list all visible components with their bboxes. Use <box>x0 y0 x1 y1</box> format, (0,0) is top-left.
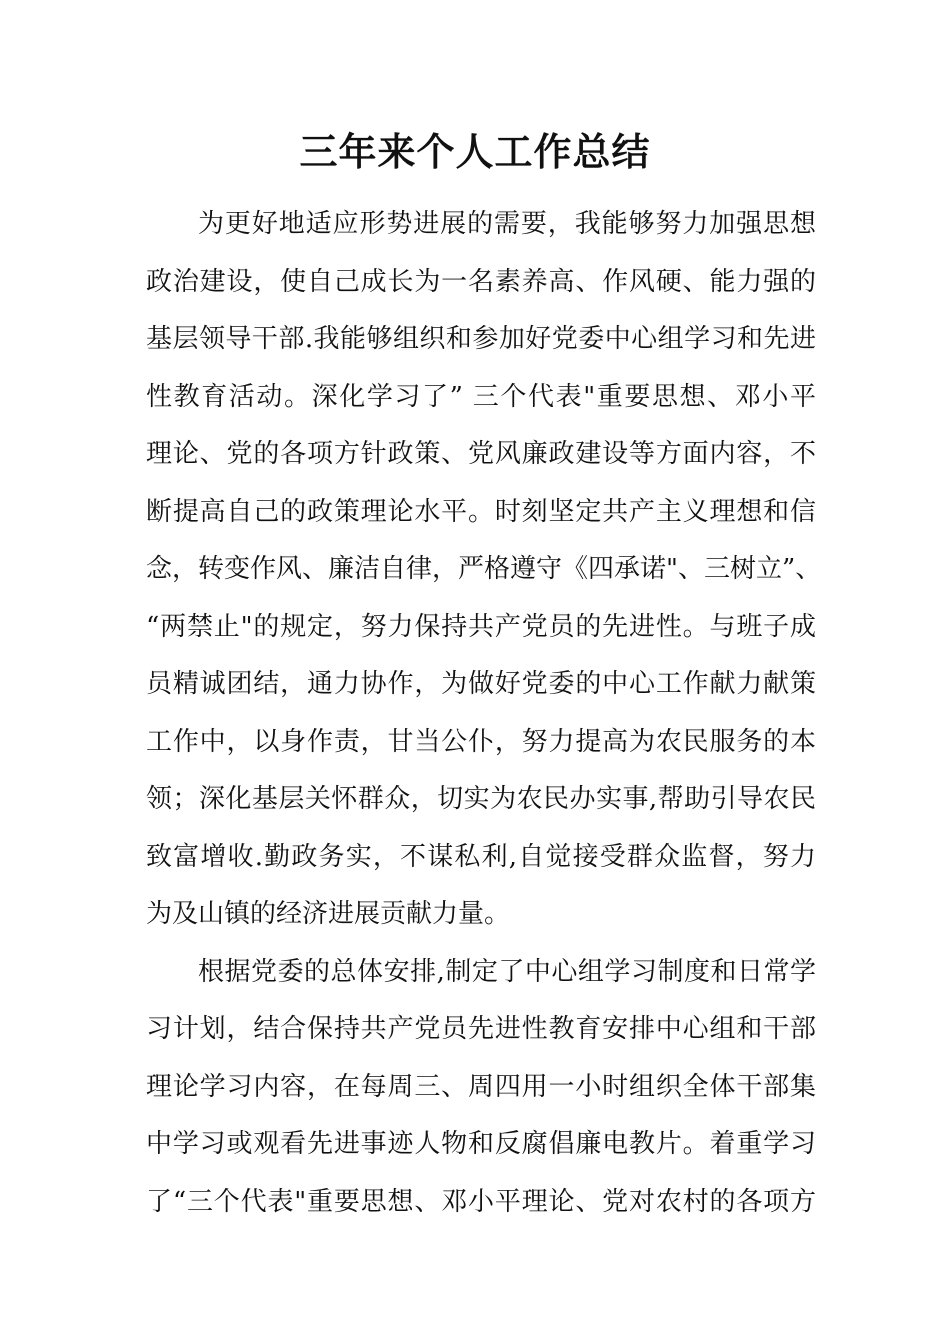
paragraph-line: 理论、党的各项方针政策、党风廉政建设等方面内容，不 <box>146 439 816 469</box>
paragraph-line: 员精诚团结，通力协作，为做好党委的中心工作献力献策 <box>146 669 816 699</box>
paragraph-2 <box>146 944 816 1232</box>
paragraph-line: 政治建设，使自己成长为一名素养高、作风硬、能力强的 <box>146 266 816 297</box>
document-title: 三年来个人工作总结 <box>299 129 651 174</box>
paragraph-line: 性教育活动。深化学习了” 三个代表"重要思想、邓小平 <box>146 381 816 412</box>
paragraph-line: 基层领导干部.我能够组织和参加好党委中心组学习和先进 <box>146 324 816 354</box>
paragraph-line: 工作中，以身作责，甘当公仆，努力提高为农民服务的本 <box>146 726 816 757</box>
paragraph-line: 为更好地适应形势进展的需要，我能够努力加强思想 <box>198 209 816 239</box>
paragraph-line: 念，转变作风、廉洁自律，严格遵守《四承诺"、三树立”、 <box>146 554 822 584</box>
paragraph-line: “两禁止"的规定，努力保持共产党员的先进性。与班子成 <box>146 611 816 642</box>
paragraph-1 <box>146 196 822 944</box>
paragraph-line: 致富增收.勤政务实，不谋私利,自觉接受群众监督，努力 <box>146 841 816 872</box>
paragraph-line: 为及山镇的经济进展贡献力量。 <box>146 899 511 929</box>
paragraph-line: 习计划，结合保持共产党员先进性教育安排中心组和干部 <box>146 1014 816 1044</box>
paragraph-line: 理论学习内容，在每周三、周四用一小时组织全体干部集 <box>146 1071 816 1102</box>
paragraph-line: 中学习或观看先进事迹人物和反腐倡廉电教片。着重学习 <box>146 1129 816 1159</box>
paragraph-line: 断提高自己的政策理论水平。时刻坚定共产主义理想和信 <box>146 496 816 527</box>
paragraph-line: 了“三个代表"重要思想、邓小平理论、党对农村的各项方 <box>146 1186 816 1217</box>
document-body <box>146 196 822 1231</box>
paragraph-line: 根据党委的总体安排,制定了中心组学习制度和日常学 <box>198 956 816 987</box>
paragraph-line: 领；深化基层关怀群众，切实为农民办实事,帮助引导农民 <box>146 784 816 814</box>
